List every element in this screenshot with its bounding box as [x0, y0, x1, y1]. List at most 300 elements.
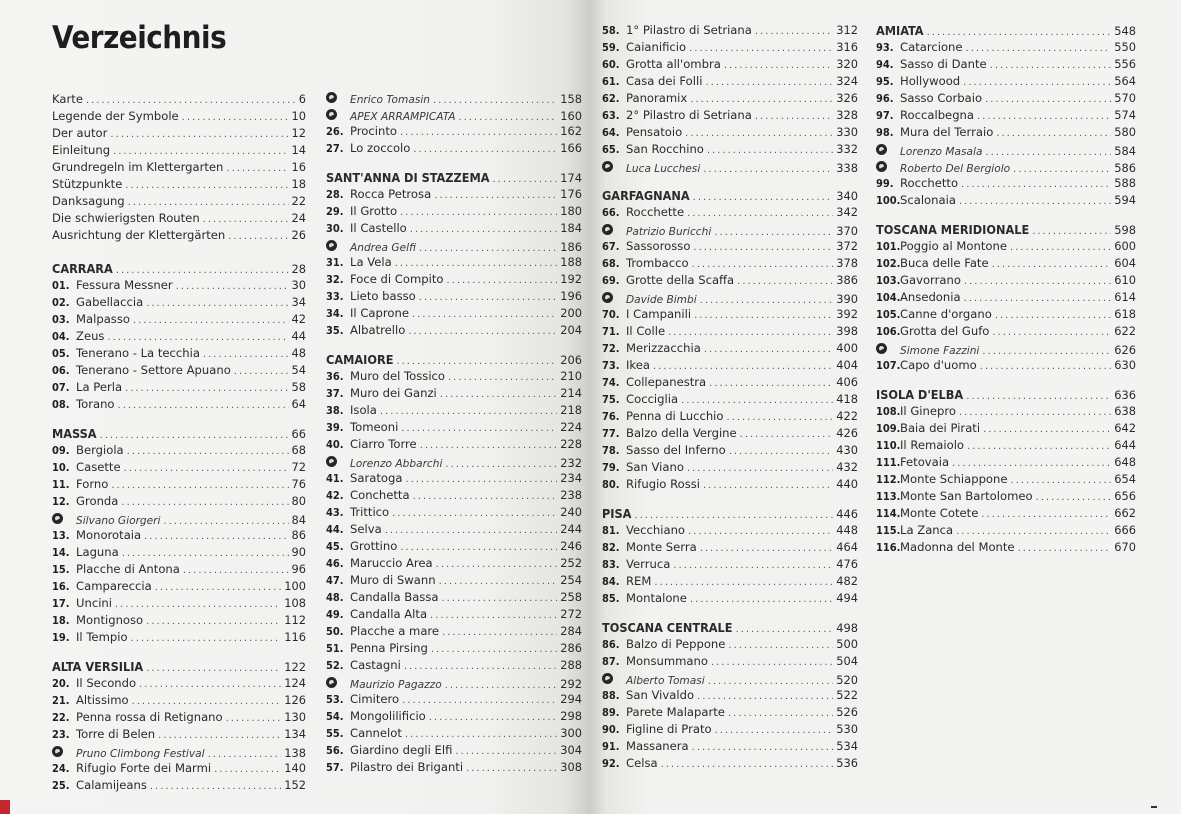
entry-title: Capo d'uomo: [900, 358, 977, 372]
toc-entry: [602, 573, 858, 590]
climber-bullet-icon: [326, 109, 337, 120]
page-number: 80: [291, 494, 306, 508]
page-number: 124: [284, 676, 306, 690]
entry-title: Conchetta: [350, 488, 410, 502]
dot-leader: [401, 420, 557, 437]
dot-leader: [431, 641, 557, 658]
entry-title: Patrizio Buricchi: [626, 226, 712, 238]
entry-number: 100.: [876, 194, 901, 207]
toc-entry: [876, 90, 1136, 107]
entry-title: Castagni: [350, 658, 401, 672]
dot-leader: [436, 556, 558, 573]
toc-entry: [602, 704, 858, 721]
entry-title: Roccalbegna: [900, 108, 975, 122]
portrait-entry: [326, 674, 582, 691]
toc-entry: [52, 777, 306, 794]
entry-title: Grottino: [350, 539, 398, 553]
section-title: TOSCANA CENTRALE: [602, 620, 733, 635]
entry-number: 72.: [602, 342, 620, 355]
entry-number: 60.: [602, 58, 620, 71]
entry-title: Vecchiano: [626, 523, 686, 537]
toc-entry: [602, 255, 858, 272]
page-number: 386: [836, 273, 858, 287]
entry-title: Il Castello: [350, 221, 407, 235]
page-number: 556: [1114, 57, 1136, 71]
page-number: 670: [1114, 540, 1136, 554]
portrait-bullet-icon: [602, 158, 626, 175]
entry-title: Pensatoio: [626, 125, 683, 139]
entry-title: Lieto basso: [350, 289, 416, 303]
page-number: 246: [560, 539, 582, 553]
page-number: 426: [836, 426, 858, 440]
dot-leader: [1011, 472, 1112, 489]
toc-entry: [52, 709, 306, 726]
entry-number: 04.: [52, 330, 70, 343]
page-number: 54: [291, 363, 306, 377]
dot-leader: [996, 125, 1111, 142]
page-number: 482: [836, 574, 858, 588]
page-number: 338: [836, 161, 858, 175]
portrait-bullet-icon: [326, 674, 350, 691]
dot-leader: [410, 221, 557, 238]
entry-number: 91.: [602, 740, 620, 753]
entry-number: 23.: [52, 728, 70, 741]
page-number: 64: [291, 397, 306, 411]
dot-leader: [966, 388, 1111, 405]
page-number: 320: [836, 57, 858, 71]
portrait-entry: [876, 141, 1136, 158]
entry-number: 84.: [602, 575, 620, 588]
entry-title: Einleitung: [52, 143, 111, 157]
entry-number: 56.: [326, 744, 344, 757]
entry-number: 77.: [602, 427, 620, 440]
page-number: 476: [836, 557, 858, 571]
red-edge-mark: [0, 800, 10, 814]
entry-number: 57.: [326, 761, 344, 774]
entry-number: 98.: [876, 126, 894, 139]
dot-leader: [150, 778, 281, 795]
entry-number: 36.: [326, 370, 344, 383]
entry-title: Casa dei Folli: [626, 74, 703, 88]
climber-bullet-icon: [602, 292, 613, 303]
entry-number: 55.: [326, 727, 344, 740]
page-number: 112: [284, 613, 306, 627]
entry-title: Rocchette: [626, 205, 685, 219]
entry-title: I Campanili: [626, 307, 692, 321]
entry-number: 87.: [602, 655, 620, 668]
section-header: [876, 22, 1136, 39]
entry-number: 93.: [876, 41, 894, 54]
entry-number: 03.: [52, 313, 70, 326]
toc-entry: [602, 323, 858, 340]
entry-title: Grotte della Scaffa: [626, 273, 735, 287]
toc-entry: [602, 391, 858, 408]
portrait-entry: [602, 289, 858, 306]
entry-number: 53.: [326, 693, 344, 706]
dot-leader: [966, 40, 1112, 57]
dot-leader: [724, 57, 833, 74]
toc-entry: [326, 487, 582, 504]
toc-entry: [876, 437, 1136, 454]
toc-entry: [602, 590, 858, 607]
entry-number: 61.: [602, 75, 620, 88]
dot-leader: [983, 421, 1111, 438]
entry-number: 46.: [326, 557, 344, 570]
dot-leader: [380, 403, 557, 420]
toc-entry: [602, 357, 858, 374]
entry-number: 26.: [326, 125, 344, 138]
page-number: 284: [560, 624, 582, 638]
toc-entry: [326, 708, 582, 725]
page-number: 398: [836, 324, 858, 338]
entry-title: Ansedonia: [900, 290, 961, 304]
toc-entry: [52, 578, 306, 595]
entry-title: Canne d'organo: [900, 307, 992, 321]
page-number: 48: [291, 346, 306, 360]
toc-entry: [326, 322, 582, 339]
page-number: 622: [1114, 324, 1136, 338]
entry-title: Ausrichtung der Klettergärten: [52, 228, 226, 242]
toc-entry: [52, 379, 306, 396]
section-header: [52, 260, 306, 277]
entry-title: Monte Serra: [626, 540, 697, 554]
entry-number: 29.: [326, 205, 344, 218]
portrait-bullet-icon: [876, 158, 900, 175]
page-number: 272: [560, 607, 582, 621]
entry-title: Luca Lucchesi: [626, 163, 701, 175]
dot-leader: [434, 187, 557, 204]
toc-entry: [876, 289, 1136, 306]
entry-title: Candalla Alta: [350, 607, 428, 621]
entry-number: 89.: [602, 706, 620, 719]
entry-title: Il Colle: [626, 324, 666, 338]
section-gap: [52, 413, 306, 425]
entry-number: 18.: [52, 614, 70, 627]
toc-entry: [602, 272, 858, 289]
dot-leader: [124, 460, 289, 477]
portrait-entry: [326, 453, 582, 470]
entry-number: 85.: [602, 592, 620, 605]
entry-title: Pruno Climbong Festival: [76, 748, 205, 760]
entry-number: 82.: [602, 541, 620, 554]
dot-leader: [226, 710, 282, 727]
entry-number: 13.: [52, 529, 70, 542]
entry-number: 111.: [876, 456, 901, 469]
page-number: 662: [1114, 506, 1136, 520]
toc-entry: [52, 91, 306, 108]
entry-title: Isola: [350, 403, 377, 417]
toc-entry: [602, 73, 858, 90]
page-number: 234: [560, 471, 582, 485]
page-number: 214: [560, 386, 582, 400]
toc-entry: [326, 725, 582, 742]
page-number: 548: [1114, 24, 1136, 38]
dot-leader: [442, 590, 558, 607]
section-gap: [52, 244, 306, 260]
toc-entry: [52, 345, 306, 362]
toc-entry: [602, 408, 858, 425]
page-number: 630: [1114, 358, 1136, 372]
page-number: 326: [836, 91, 858, 105]
page-number: 100: [284, 579, 306, 593]
entry-title: Andrea Gelfi: [350, 242, 416, 254]
dot-leader: [990, 57, 1112, 74]
dot-leader: [413, 141, 557, 158]
entry-number: 33.: [326, 290, 344, 303]
dot-leader: [447, 272, 558, 289]
page-number: 648: [1114, 455, 1136, 469]
dot-leader: [111, 477, 288, 494]
dot-leader: [128, 194, 289, 211]
entry-number: 38.: [326, 404, 344, 417]
page-number: 656: [1114, 489, 1136, 503]
page-number: 316: [836, 40, 858, 54]
entry-number: 47.: [326, 574, 344, 587]
dot-leader: [466, 760, 557, 777]
entry-title: Il Remaiolo: [900, 438, 965, 452]
page-number: 196: [560, 289, 582, 303]
dot-leader: [122, 545, 289, 562]
dot-leader: [690, 591, 833, 608]
entry-number: 107.: [876, 359, 901, 372]
climber-bullet-icon: [326, 240, 337, 251]
toc-entry: [876, 522, 1136, 539]
page-number: 584: [1114, 144, 1136, 158]
portrait-entry: [326, 237, 582, 254]
dot-leader: [404, 658, 557, 675]
page-number: 76: [291, 477, 306, 491]
toc-entry: [602, 39, 858, 56]
entry-title: Tomeoni: [350, 420, 399, 434]
dot-leader: [118, 397, 289, 414]
page-number: 180: [560, 204, 582, 218]
toc-entry: [326, 521, 582, 538]
page-number: 294: [560, 692, 582, 706]
dot-leader: [692, 256, 834, 273]
dot-leader: [959, 193, 1111, 210]
entry-number: 44.: [326, 523, 344, 536]
toc-entry: [326, 419, 582, 436]
portrait-bullet-icon: [602, 221, 626, 238]
entry-number: 70.: [602, 308, 620, 321]
page-number: 312: [836, 23, 858, 37]
entry-title: Tenerano - La tecchia: [76, 346, 200, 360]
dot-leader: [967, 438, 1111, 455]
entry-number: 78.: [602, 444, 620, 457]
entry-number: 110.: [876, 439, 901, 452]
dot-leader: [1010, 239, 1111, 256]
page-number: 304: [560, 743, 582, 757]
page-number: 574: [1114, 108, 1136, 122]
toc-entry: [602, 687, 858, 704]
section-header: [602, 619, 858, 636]
dot-leader: [715, 722, 834, 739]
page-number: 34: [291, 295, 306, 309]
dot-leader: [493, 171, 558, 188]
climber-bullet-icon: [876, 161, 887, 172]
entry-title: Il Grotto: [350, 204, 398, 218]
entry-number: 92.: [602, 757, 620, 770]
page-number: 498: [836, 621, 858, 635]
page-number: 430: [836, 443, 858, 457]
section-gap: [602, 607, 858, 619]
page-number: 210: [560, 369, 582, 383]
entry-title: Monsummano: [626, 654, 708, 668]
entry-number: 35.: [326, 324, 344, 337]
entry-title: Die schwierigsten Routen: [52, 211, 200, 225]
page-number: 162: [560, 124, 582, 138]
entry-title: Cocciglia: [626, 392, 679, 406]
entry-title: Placche di Antona: [76, 562, 180, 576]
page-number: 594: [1114, 193, 1136, 207]
page-number: 550: [1114, 40, 1136, 54]
toc-column-3: [602, 22, 858, 772]
toc-entry: [52, 726, 306, 743]
toc-entry: [602, 442, 858, 459]
entry-number: 16.: [52, 580, 70, 593]
page-number: 448: [836, 523, 858, 537]
toc-entry: [602, 556, 858, 573]
dot-leader: [959, 404, 1111, 421]
page-number: 372: [836, 239, 858, 253]
dot-leader: [956, 523, 1111, 540]
entry-title: Gavorrano: [900, 273, 961, 287]
dot-leader: [653, 358, 833, 375]
page-number: 494: [836, 591, 858, 605]
climber-bullet-icon: [876, 144, 887, 155]
entry-title: Merizzacchia: [626, 341, 701, 355]
entry-title: Enrico Tomasin: [350, 94, 431, 106]
page-number: 614: [1114, 290, 1136, 304]
dot-leader: [392, 505, 557, 522]
entry-number: 40.: [326, 438, 344, 451]
entry-title: Karte: [52, 92, 83, 106]
entry-title: Placche a mare: [350, 624, 440, 638]
dot-leader: [995, 307, 1111, 324]
entry-title: Sasso di Dante: [900, 57, 987, 71]
portrait-bullet-icon: [326, 89, 350, 106]
entry-title: Il Secondo: [76, 676, 137, 690]
toc-entry: [326, 538, 582, 555]
entry-title: Penna rossa di Retignano: [76, 710, 223, 724]
dot-leader: [113, 143, 288, 160]
entry-title: Massanera: [626, 739, 689, 753]
entry-number: 79.: [602, 461, 620, 474]
right-page: [588, 0, 1181, 814]
page-title: Verzeichnis: [52, 20, 227, 56]
page-number: 152: [284, 778, 306, 792]
toc-entry: [52, 142, 306, 159]
dot-leader: [703, 477, 833, 494]
toc-entry: [52, 294, 306, 311]
page-number: 342: [836, 205, 858, 219]
dot-leader: [121, 494, 288, 511]
entry-title: Zeus: [76, 329, 105, 343]
page-number: 324: [836, 74, 858, 88]
page-number: 14: [291, 143, 306, 157]
entry-title: Cannelot: [350, 726, 402, 740]
toc-entry: [876, 505, 1136, 522]
entry-number: 81.: [602, 524, 620, 537]
page-number: 10: [291, 109, 306, 123]
entry-title: Silvano Giorgeri: [76, 515, 161, 527]
toc-column-2: [326, 89, 582, 776]
portrait-entry: [876, 158, 1136, 175]
entry-number: 67.: [602, 240, 620, 253]
dot-leader: [740, 426, 834, 443]
portrait-bullet-icon: [326, 237, 350, 254]
toc-entry: [52, 476, 306, 493]
dot-leader: [1036, 489, 1112, 506]
portrait-entry: [602, 158, 858, 175]
portrait-entry: [602, 670, 858, 687]
toc-entry: [602, 539, 858, 556]
toc-entry: [52, 629, 306, 646]
entry-title: Grundregeln im Klettergarten: [52, 160, 224, 174]
page-number: 44: [291, 329, 306, 343]
entry-title: Montignoso: [76, 613, 144, 627]
dot-leader: [110, 126, 288, 143]
dot-leader: [439, 573, 558, 590]
entry-number: 116.: [876, 541, 901, 554]
dot-leader: [992, 256, 1112, 273]
dot-leader: [133, 312, 289, 329]
dot-leader: [214, 761, 281, 778]
page-number: 536: [836, 756, 858, 770]
dot-leader: [704, 341, 833, 358]
page-number: 184: [560, 221, 582, 235]
dot-leader: [681, 392, 833, 409]
page-number: 378: [836, 256, 858, 270]
section-title: CAMAIORE: [326, 352, 394, 367]
page-number: 192: [560, 272, 582, 286]
entry-title: Madonna del Monte: [900, 540, 1015, 554]
toc-entry: [52, 277, 306, 294]
entry-title: Simone Fazzini: [900, 345, 980, 357]
page-number: 418: [836, 392, 858, 406]
entry-number: 114.: [876, 507, 901, 520]
entry-title: Rifugio Rossi: [626, 477, 700, 491]
dot-leader: [131, 630, 282, 647]
page-number: 618: [1114, 307, 1136, 321]
entry-title: Saratoga: [350, 471, 403, 485]
dot-leader: [685, 125, 833, 142]
page-number: 18: [291, 177, 306, 191]
dot-leader: [694, 307, 833, 324]
entry-number: 66.: [602, 206, 620, 219]
dot-leader: [961, 176, 1111, 193]
page-number: 404: [836, 358, 858, 372]
toc-entry: [52, 442, 306, 459]
page-number: 464: [836, 540, 858, 554]
toc-entry: [602, 721, 858, 738]
entry-number: 97.: [876, 109, 894, 122]
page-number: 6: [298, 92, 306, 106]
page-number: 330: [836, 125, 858, 139]
entry-number: 09.: [52, 444, 70, 457]
section-gap: [326, 339, 582, 351]
entry-title: Giardino degli Elfi: [350, 743, 453, 757]
toc-entry: [602, 425, 858, 442]
toc-entry: [602, 107, 858, 124]
page-number: 392: [836, 307, 858, 321]
dot-leader: [673, 557, 833, 574]
page-number: 16: [291, 160, 306, 174]
climber-bullet-icon: [876, 343, 887, 354]
page-number: 390: [836, 292, 858, 306]
page-number: 26: [291, 228, 306, 242]
page-number: 446: [836, 507, 858, 521]
